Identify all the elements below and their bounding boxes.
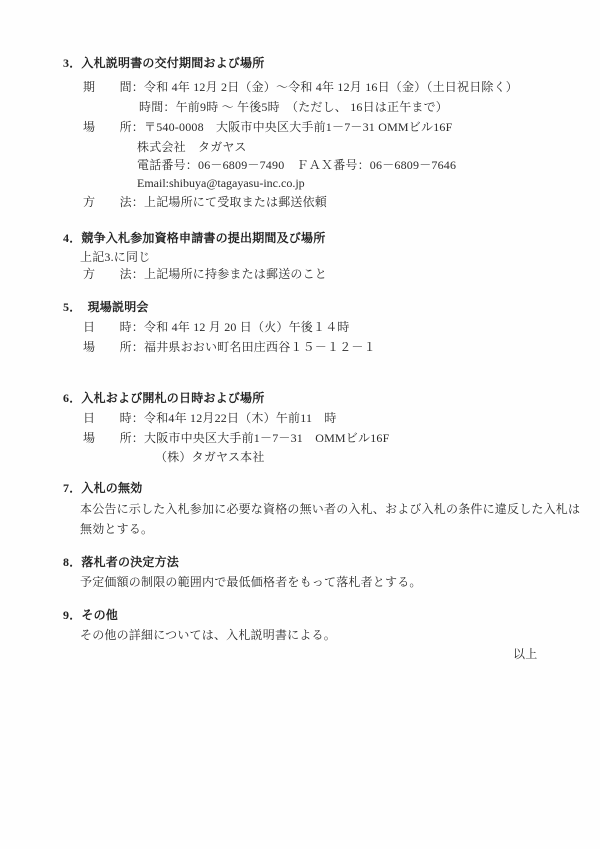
section-6-place-line: 場 所：大阪市中央区大手前1－7－31 OMMビル16F: [83, 431, 390, 445]
section-4-heading: 4．競争入札参加資格申請書の提出期間及び場所: [63, 231, 326, 245]
section-3-method-line: 方 法：上記場所にて受取または郵送依頼: [83, 195, 328, 209]
section-5-heading: 5． 現場説明会: [63, 300, 149, 314]
section-3-period-line: 期 間：令和 4年 12月 2日（金）～令和 4年 12月 16日（金）（土日祝日除く）: [83, 80, 519, 94]
section-8-heading: 8．落札者の決定方法: [63, 555, 180, 569]
section-5-datetime-line: 日 時：令和 4年 12 月 20 日（火）午後１４時: [83, 320, 350, 334]
section-3-heading: 3．入札説明書の交付期間および場所: [63, 56, 265, 70]
section-7-body-line-1: 本公告に示した入札参加に必要な資格の無い者の入札、および入札の条件に違反した入札は: [80, 502, 581, 516]
section-6-heading: 6．入札および開札の日時および場所: [63, 391, 265, 405]
section-9-heading: 9．その他: [63, 608, 119, 622]
section-4-method-line: 方 法：上記場所に持参または郵送のこと: [83, 267, 328, 281]
section-3-phone-fax-line: 電話番号：06－6809－7490 ＦＡＸ番号：06－6809－7646: [137, 158, 457, 172]
section-6-company-line: （株）タガヤス本社: [155, 450, 265, 464]
section-7-heading: 7．入札の無効: [63, 481, 143, 495]
section-3-email-line: Email:shibuya@tagayasu-inc.co.jp: [137, 176, 305, 190]
section-7-body-line-2: 無効とする。: [80, 522, 154, 536]
section-9-body-line: その他の詳細については、入札説明書による。: [80, 628, 336, 642]
section-3-hours-line: 時間：午前9時 ～ 午後5時 （ただし、 16日は正午まで）: [139, 100, 449, 114]
section-6-datetime-line: 日 時：令和4年 12月22日（木）午前11 時: [83, 411, 337, 425]
section-3-place-line: 場 所：〒540-0008 大阪市中央区大手前1－7－31 OMMビル16F: [83, 120, 453, 134]
section-3-company-line: 株式会社 タガヤス: [137, 140, 247, 154]
closing-mark: 以上: [513, 647, 538, 661]
section-8-body-line: 予定価額の制限の範囲内で最低価格者をもって落札者とする。: [80, 575, 422, 589]
section-4-same-as-line: 上記3.に同じ: [80, 250, 151, 264]
section-5-place-line: 場 所：福井県おおい町名田庄西谷１５－１２－１: [83, 340, 376, 354]
